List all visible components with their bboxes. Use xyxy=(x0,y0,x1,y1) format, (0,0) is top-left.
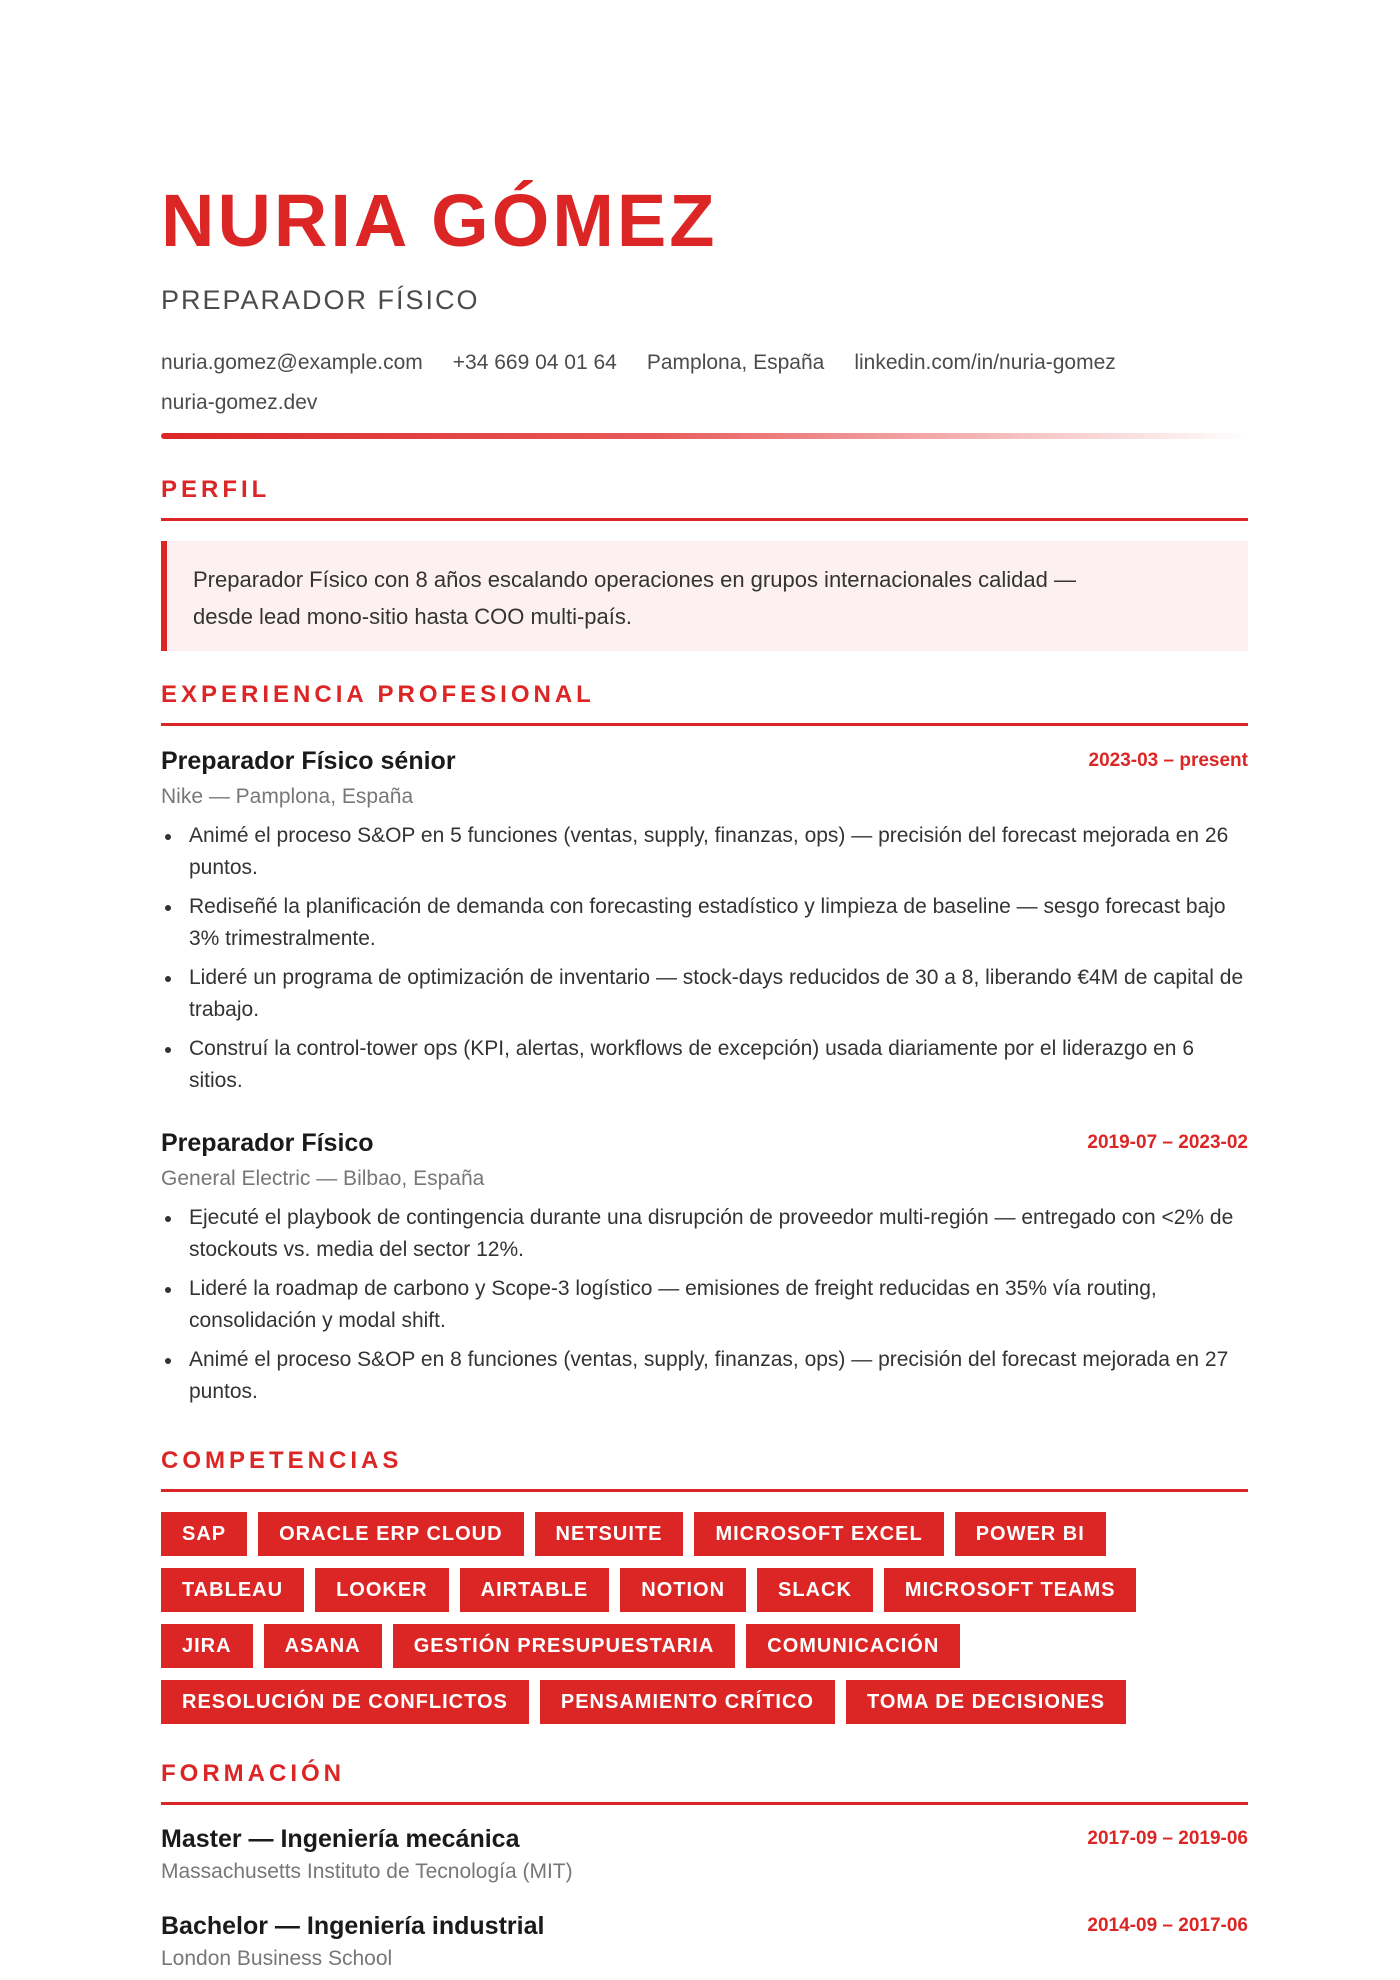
education-header xyxy=(161,1822,1248,1856)
skill-tag: LOOKER xyxy=(315,1568,449,1612)
skill-tag: GESTIÓN PRESUPUESTARIA xyxy=(393,1624,736,1668)
section-title-education: FORMACIÓN xyxy=(161,1762,1248,1805)
profile-line-1: Preparador Físico con 8 años escalando operaciones en grupos internacionales calidad — xyxy=(193,567,1076,592)
section-title-experience: EXPERIENCIA PROFESIONAL xyxy=(161,683,1248,726)
skills-row xyxy=(161,1680,1248,1724)
contact-email[interactable]: nuria.gomez@example.com xyxy=(161,351,423,374)
job-bullet: Ejecuté el playbook de contingencia durante una disrupción de proveedor multi-región — entregado con <2% de stockouts vs. media del sector 12%. xyxy=(161,1202,1248,1266)
degree-dates: 2017-09 – 2019-06 xyxy=(1087,1828,1248,1849)
job-bullets xyxy=(161,1202,1248,1408)
education-header xyxy=(161,1909,1248,1943)
job-bullet: Animé el proceso S&OP en 5 funciones (ventas, supply, finanzas, ops) — precisión del forecast mejorada en 26 puntos. xyxy=(161,820,1248,884)
candidate-role: PREPARADOR FÍSICO xyxy=(161,285,480,315)
degree-school: London Business School xyxy=(161,1947,393,1970)
skill-tag: NETSUITE xyxy=(535,1512,684,1556)
experience-header xyxy=(161,1126,1248,1160)
skill-tag: JIRA xyxy=(161,1624,253,1668)
skill-tag: MICROSOFT EXCEL xyxy=(694,1512,943,1556)
skill-tag: AIRTABLE xyxy=(460,1568,610,1612)
experience-item xyxy=(161,744,1248,1104)
degree-title: Bachelor — Ingeniería industrial xyxy=(161,1912,545,1940)
job-bullet: Lideré un programa de optimización de inventario — stock-days reducidos de 30 a 8, liberando €4M de capital de trabajo. xyxy=(161,962,1248,1026)
skills-row xyxy=(161,1624,1248,1668)
skill-tag: NOTION xyxy=(620,1568,746,1612)
skill-tag: ASANA xyxy=(264,1624,382,1668)
contact-location: Pamplona, España xyxy=(646,351,825,374)
candidate-name: NURIA GÓMEZ xyxy=(161,179,718,262)
profile-summary xyxy=(161,541,1248,651)
skills-tag-list xyxy=(161,1512,1248,1736)
skill-tag: POWER BI xyxy=(955,1512,1106,1556)
skill-tag: TOMA DE DECISIONES xyxy=(846,1680,1126,1724)
section-title-skills: COMPETENCIAS xyxy=(161,1449,1248,1492)
job-bullet: Rediseñé la planificación de demanda con forecasting estadístico y limpieza de baseline — sesgo forecast bajo 3% trimestralmente. xyxy=(161,891,1248,955)
skill-tag: MICROSOFT TEAMS xyxy=(884,1568,1137,1612)
skill-tag: COMUNICACIÓN xyxy=(746,1624,960,1668)
contact-linkedin[interactable]: linkedin.com/in/nuria-gomez xyxy=(854,351,1116,374)
skill-tag: SLACK xyxy=(757,1568,873,1612)
contact-list xyxy=(161,343,1248,423)
job-bullet: Animé el proceso S&OP en 8 funciones (ventas, supply, finanzas, ops) — precisión del forecast mejorada en 27 puntos. xyxy=(161,1344,1248,1408)
skill-tag: RESOLUCIÓN DE CONFLICTOS xyxy=(161,1680,529,1724)
skill-tag: SAP xyxy=(161,1512,247,1556)
contact-website[interactable]: nuria-gomez.dev xyxy=(161,391,318,414)
job-bullet: Construí la control-tower ops (KPI, alertas, workflows de excepción) usada diariamente por el liderazgo en 6 sitios. xyxy=(161,1033,1248,1097)
section-title-profile: PERFIL xyxy=(161,478,1248,521)
contact-phone[interactable]: +34 669 04 01 64 xyxy=(452,351,617,374)
job-dates: 2019-07 – 2023-02 xyxy=(1087,1132,1248,1153)
degree-dates: 2014-09 – 2017-06 xyxy=(1087,1915,1248,1936)
degree-title: Master — Ingeniería mecánica xyxy=(161,1825,520,1853)
profile-line-2: desde lead mono-sitio hasta COO multi-país. xyxy=(193,604,632,629)
job-title: Preparador Físico sénior xyxy=(161,747,456,775)
skill-tag: TABLEAU xyxy=(161,1568,304,1612)
job-bullets xyxy=(161,820,1248,1097)
experience-item xyxy=(161,1126,1248,1415)
header-divider xyxy=(161,433,1248,439)
skill-tag: PENSAMIENTO CRÍTICO xyxy=(540,1680,835,1724)
experience-header xyxy=(161,744,1248,778)
job-bullet: Lideré la roadmap de carbono y Scope-3 logístico — emisiones de freight reducidas en 35% vía routing, consolidación y modal shift. xyxy=(161,1273,1248,1337)
job-company: Nike — Pamplona, España xyxy=(161,785,414,808)
job-title: Preparador Físico xyxy=(161,1129,374,1157)
education-item xyxy=(161,1909,1248,1975)
job-dates: 2023-03 – present xyxy=(1088,750,1248,771)
skills-row xyxy=(161,1568,1248,1612)
education-item xyxy=(161,1822,1248,1888)
degree-school: Massachusetts Instituto de Tecnología (MIT) xyxy=(161,1860,573,1883)
job-company: General Electric — Bilbao, España xyxy=(161,1167,485,1190)
skill-tag: ORACLE ERP CLOUD xyxy=(258,1512,523,1556)
skills-row xyxy=(161,1512,1248,1556)
